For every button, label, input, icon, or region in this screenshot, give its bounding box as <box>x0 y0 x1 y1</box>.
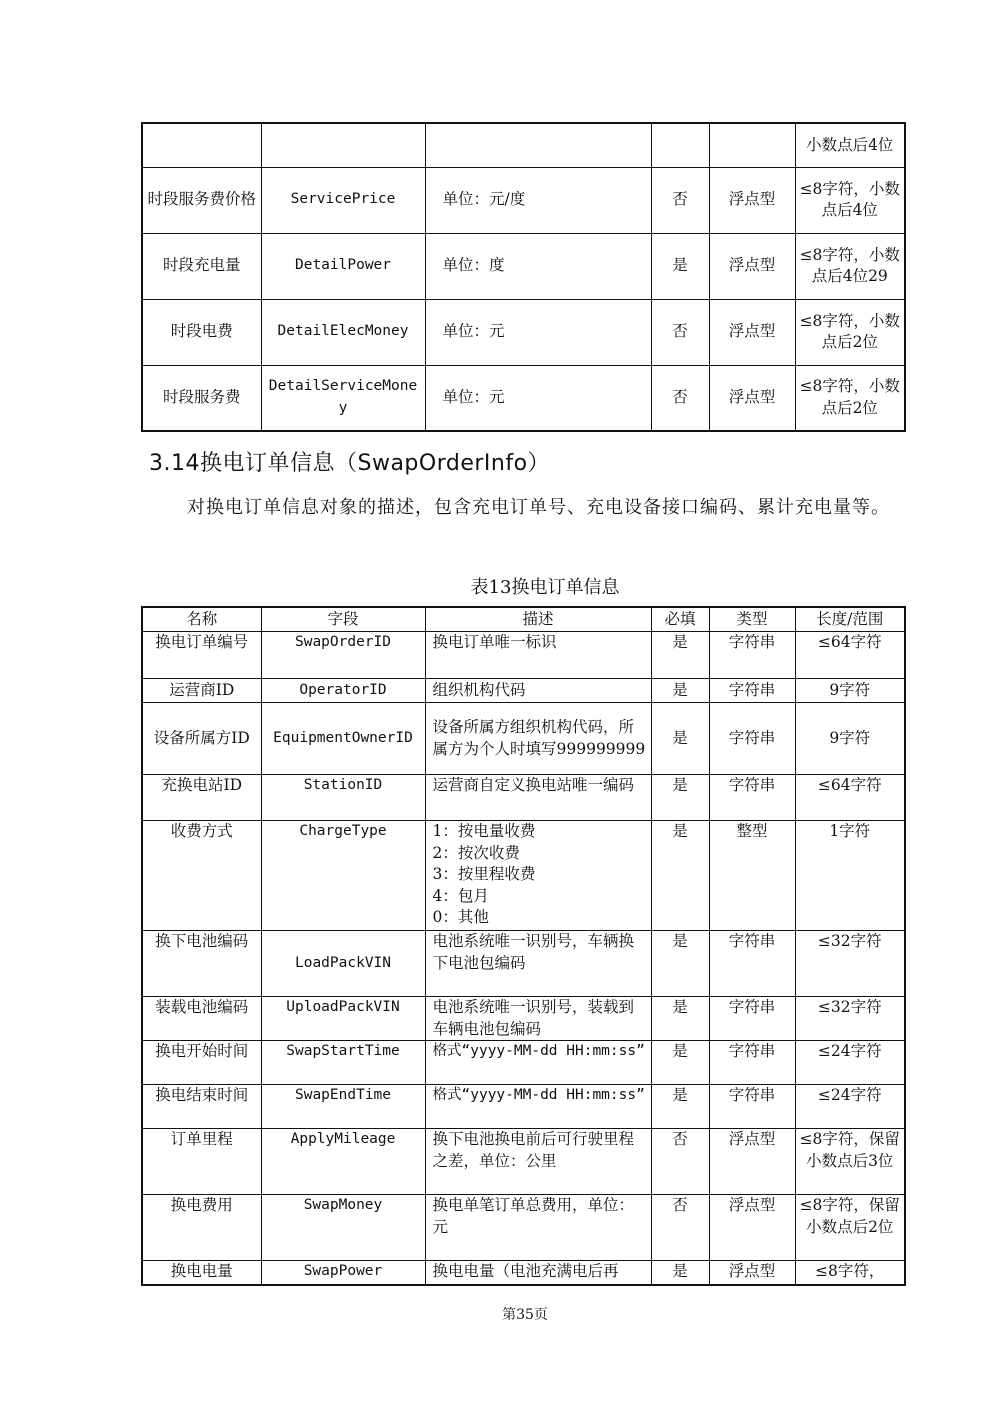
cell-required: 否 <box>651 167 709 233</box>
cell-name: 时段服务费 <box>142 365 261 431</box>
cell-field: SwapOrderID <box>261 632 425 679</box>
cell-field <box>261 123 425 167</box>
cell-desc: 1：按电量收费 2：按次收费 3：按里程收费 4：包月 0：其他 <box>425 821 651 931</box>
cell-desc: 单位：元 <box>425 365 651 431</box>
cell-field: LoadPackVIN <box>261 931 425 997</box>
cell-desc <box>425 123 651 167</box>
table-row <box>142 299 905 365</box>
cell-required: 否 <box>651 1129 709 1195</box>
cell-type: 字符串 <box>709 775 795 821</box>
cell-name: 换电结束时间 <box>142 1085 261 1129</box>
header-required: 必填 <box>651 607 709 632</box>
cell-type: 浮点型 <box>709 1261 795 1285</box>
cell-range: ≤24字符 <box>795 1041 905 1085</box>
cell-type: 字符串 <box>709 1041 795 1085</box>
table-row <box>142 1261 905 1285</box>
table-row <box>142 632 905 679</box>
header-name: 名称 <box>142 607 261 632</box>
cell-name: 换下电池编码 <box>142 931 261 997</box>
swap-order-table <box>141 606 906 1286</box>
table-row <box>142 1195 905 1261</box>
table-row <box>142 679 905 703</box>
cell-name: 换电费用 <box>142 1195 261 1261</box>
cell-name: 换电开始时间 <box>142 1041 261 1085</box>
cell-desc: 运营商自定义换电站唯一编码 <box>425 775 651 821</box>
cell-range: ≤8字符，小数点后4位 <box>795 167 905 233</box>
continuation-table <box>141 122 906 432</box>
cell-name: 换电电量 <box>142 1261 261 1285</box>
cell-range: ≤8字符，保留小数点后3位 <box>795 1129 905 1195</box>
cell-name: 运营商ID <box>142 679 261 703</box>
cell-required: 是 <box>651 233 709 299</box>
cell-desc: 电池系统唯一识别号，车辆换下电池包编码 <box>425 931 651 997</box>
cell-required: 是 <box>651 1085 709 1129</box>
table-row <box>142 703 905 775</box>
cell-name <box>142 123 261 167</box>
cell-range: ≤8字符，小数点后4位29 <box>795 233 905 299</box>
cell-desc: 换电单笔订单总费用，单位：元 <box>425 1195 651 1261</box>
cell-range: ≤8字符，小数点后2位 <box>795 365 905 431</box>
table-row <box>142 1041 905 1085</box>
cell-required: 否 <box>651 1195 709 1261</box>
cell-name: 设备所属方ID <box>142 703 261 775</box>
cell-required <box>651 123 709 167</box>
cell-desc: 换电电量（电池充满电后再 <box>425 1261 651 1285</box>
table-header-row <box>142 607 905 632</box>
cell-required: 是 <box>651 997 709 1041</box>
cell-range: ≤8字符，保留小数点后2位 <box>795 1195 905 1261</box>
cell-required: 是 <box>651 775 709 821</box>
header-field: 字段 <box>261 607 425 632</box>
cell-field: UploadPackVIN <box>261 997 425 1041</box>
cell-name: 装载电池编码 <box>142 997 261 1041</box>
cell-field: SwapMoney <box>261 1195 425 1261</box>
cell-required: 是 <box>651 632 709 679</box>
cell-type: 字符串 <box>709 679 795 703</box>
cell-field: StationID <box>261 775 425 821</box>
section-paragraph: 对换电订单信息对象的描述，包含充电订单号、充电设备接口编码、累计充电量等。 <box>187 497 890 518</box>
cell-required: 是 <box>651 931 709 997</box>
cell-type: 浮点型 <box>709 1129 795 1195</box>
cell-desc: 组织机构代码 <box>425 679 651 703</box>
header-range: 长度/范围 <box>795 607 905 632</box>
cell-field: OperatorID <box>261 679 425 703</box>
cell-range: ≤8字符，小数点后2位 <box>795 299 905 365</box>
cell-field: ServicePrice <box>261 167 425 233</box>
cell-required: 是 <box>651 679 709 703</box>
cell-type: 浮点型 <box>709 299 795 365</box>
cell-name: 订单里程 <box>142 1129 261 1195</box>
page-number: 第35页 <box>502 1307 548 1323</box>
cell-range: ≤8字符， <box>795 1261 905 1285</box>
cell-name: 换电订单编号 <box>142 632 261 679</box>
cell-required: 是 <box>651 1041 709 1085</box>
cell-type: 字符串 <box>709 632 795 679</box>
table-row <box>142 821 905 931</box>
cell-field: SwapPower <box>261 1261 425 1285</box>
cell-field: SwapEndTime <box>261 1085 425 1129</box>
cell-desc: 格式“yyyy-MM-dd HH:mm:ss” <box>425 1041 651 1085</box>
cell-type: 浮点型 <box>709 167 795 233</box>
cell-type: 整型 <box>709 821 795 931</box>
cell-type: 浮点型 <box>709 365 795 431</box>
table-row <box>142 1129 905 1195</box>
table-row <box>142 233 905 299</box>
table-row <box>142 997 905 1041</box>
header-type: 类型 <box>709 607 795 632</box>
cell-desc: 换下电池换电前后可行驶里程之差，单位：公里 <box>425 1129 651 1195</box>
cell-name: 时段电费 <box>142 299 261 365</box>
cell-range: ≤64字符 <box>795 775 905 821</box>
cell-field: EquipmentOwnerID <box>261 703 425 775</box>
cell-range: ≤32字符 <box>795 931 905 997</box>
table-row <box>142 1085 905 1129</box>
table-row <box>142 123 905 167</box>
section-heading: 3.14换电订单信息（SwapOrderInfo） <box>149 451 551 476</box>
cell-desc: 单位：度 <box>425 233 651 299</box>
cell-field: DetailPower <box>261 233 425 299</box>
cell-range: 9字符 <box>795 703 905 775</box>
cell-field: ApplyMileage <box>261 1129 425 1195</box>
cell-range: ≤24字符 <box>795 1085 905 1129</box>
cell-desc: 换电订单唯一标识 <box>425 632 651 679</box>
cell-desc: 单位：元 <box>425 299 651 365</box>
cell-required: 是 <box>651 703 709 775</box>
table-caption: 表13换电订单信息 <box>470 577 620 598</box>
cell-required: 否 <box>651 365 709 431</box>
cell-name: 时段服务费价格 <box>142 167 261 233</box>
cell-field: DetailServiceMoney <box>261 365 425 431</box>
cell-field: ChargeType <box>261 821 425 931</box>
header-desc: 描述 <box>425 607 651 632</box>
table-row <box>142 775 905 821</box>
cell-range: ≤32字符 <box>795 997 905 1041</box>
cell-type: 字符串 <box>709 1085 795 1129</box>
cell-desc: 单位：元/度 <box>425 167 651 233</box>
table-row <box>142 167 905 233</box>
cell-type: 浮点型 <box>709 1195 795 1261</box>
cell-desc: 格式“yyyy-MM-dd HH:mm:ss” <box>425 1085 651 1129</box>
cell-type: 浮点型 <box>709 233 795 299</box>
cell-range: 1字符 <box>795 821 905 931</box>
cell-range: ≤64字符 <box>795 632 905 679</box>
cell-type: 字符串 <box>709 997 795 1041</box>
cell-type: 字符串 <box>709 703 795 775</box>
cell-name: 收费方式 <box>142 821 261 931</box>
cell-field: SwapStartTime <box>261 1041 425 1085</box>
cell-name: 充换电站ID <box>142 775 261 821</box>
cell-required: 否 <box>651 299 709 365</box>
cell-type <box>709 123 795 167</box>
table-row <box>142 931 905 997</box>
cell-required: 是 <box>651 821 709 931</box>
cell-range: 小数点后4位 <box>795 123 905 167</box>
cell-type: 字符串 <box>709 931 795 997</box>
cell-field: DetailElecMoney <box>261 299 425 365</box>
cell-name: 时段充电量 <box>142 233 261 299</box>
cell-desc: 设备所属方组织机构代码，所属方为个人时填写999999999 <box>425 703 651 775</box>
cell-range: 9字符 <box>795 679 905 703</box>
table-row <box>142 365 905 431</box>
cell-required: 是 <box>651 1261 709 1285</box>
cell-desc: 电池系统唯一识别号，装载到车辆电池包编码 <box>425 997 651 1041</box>
